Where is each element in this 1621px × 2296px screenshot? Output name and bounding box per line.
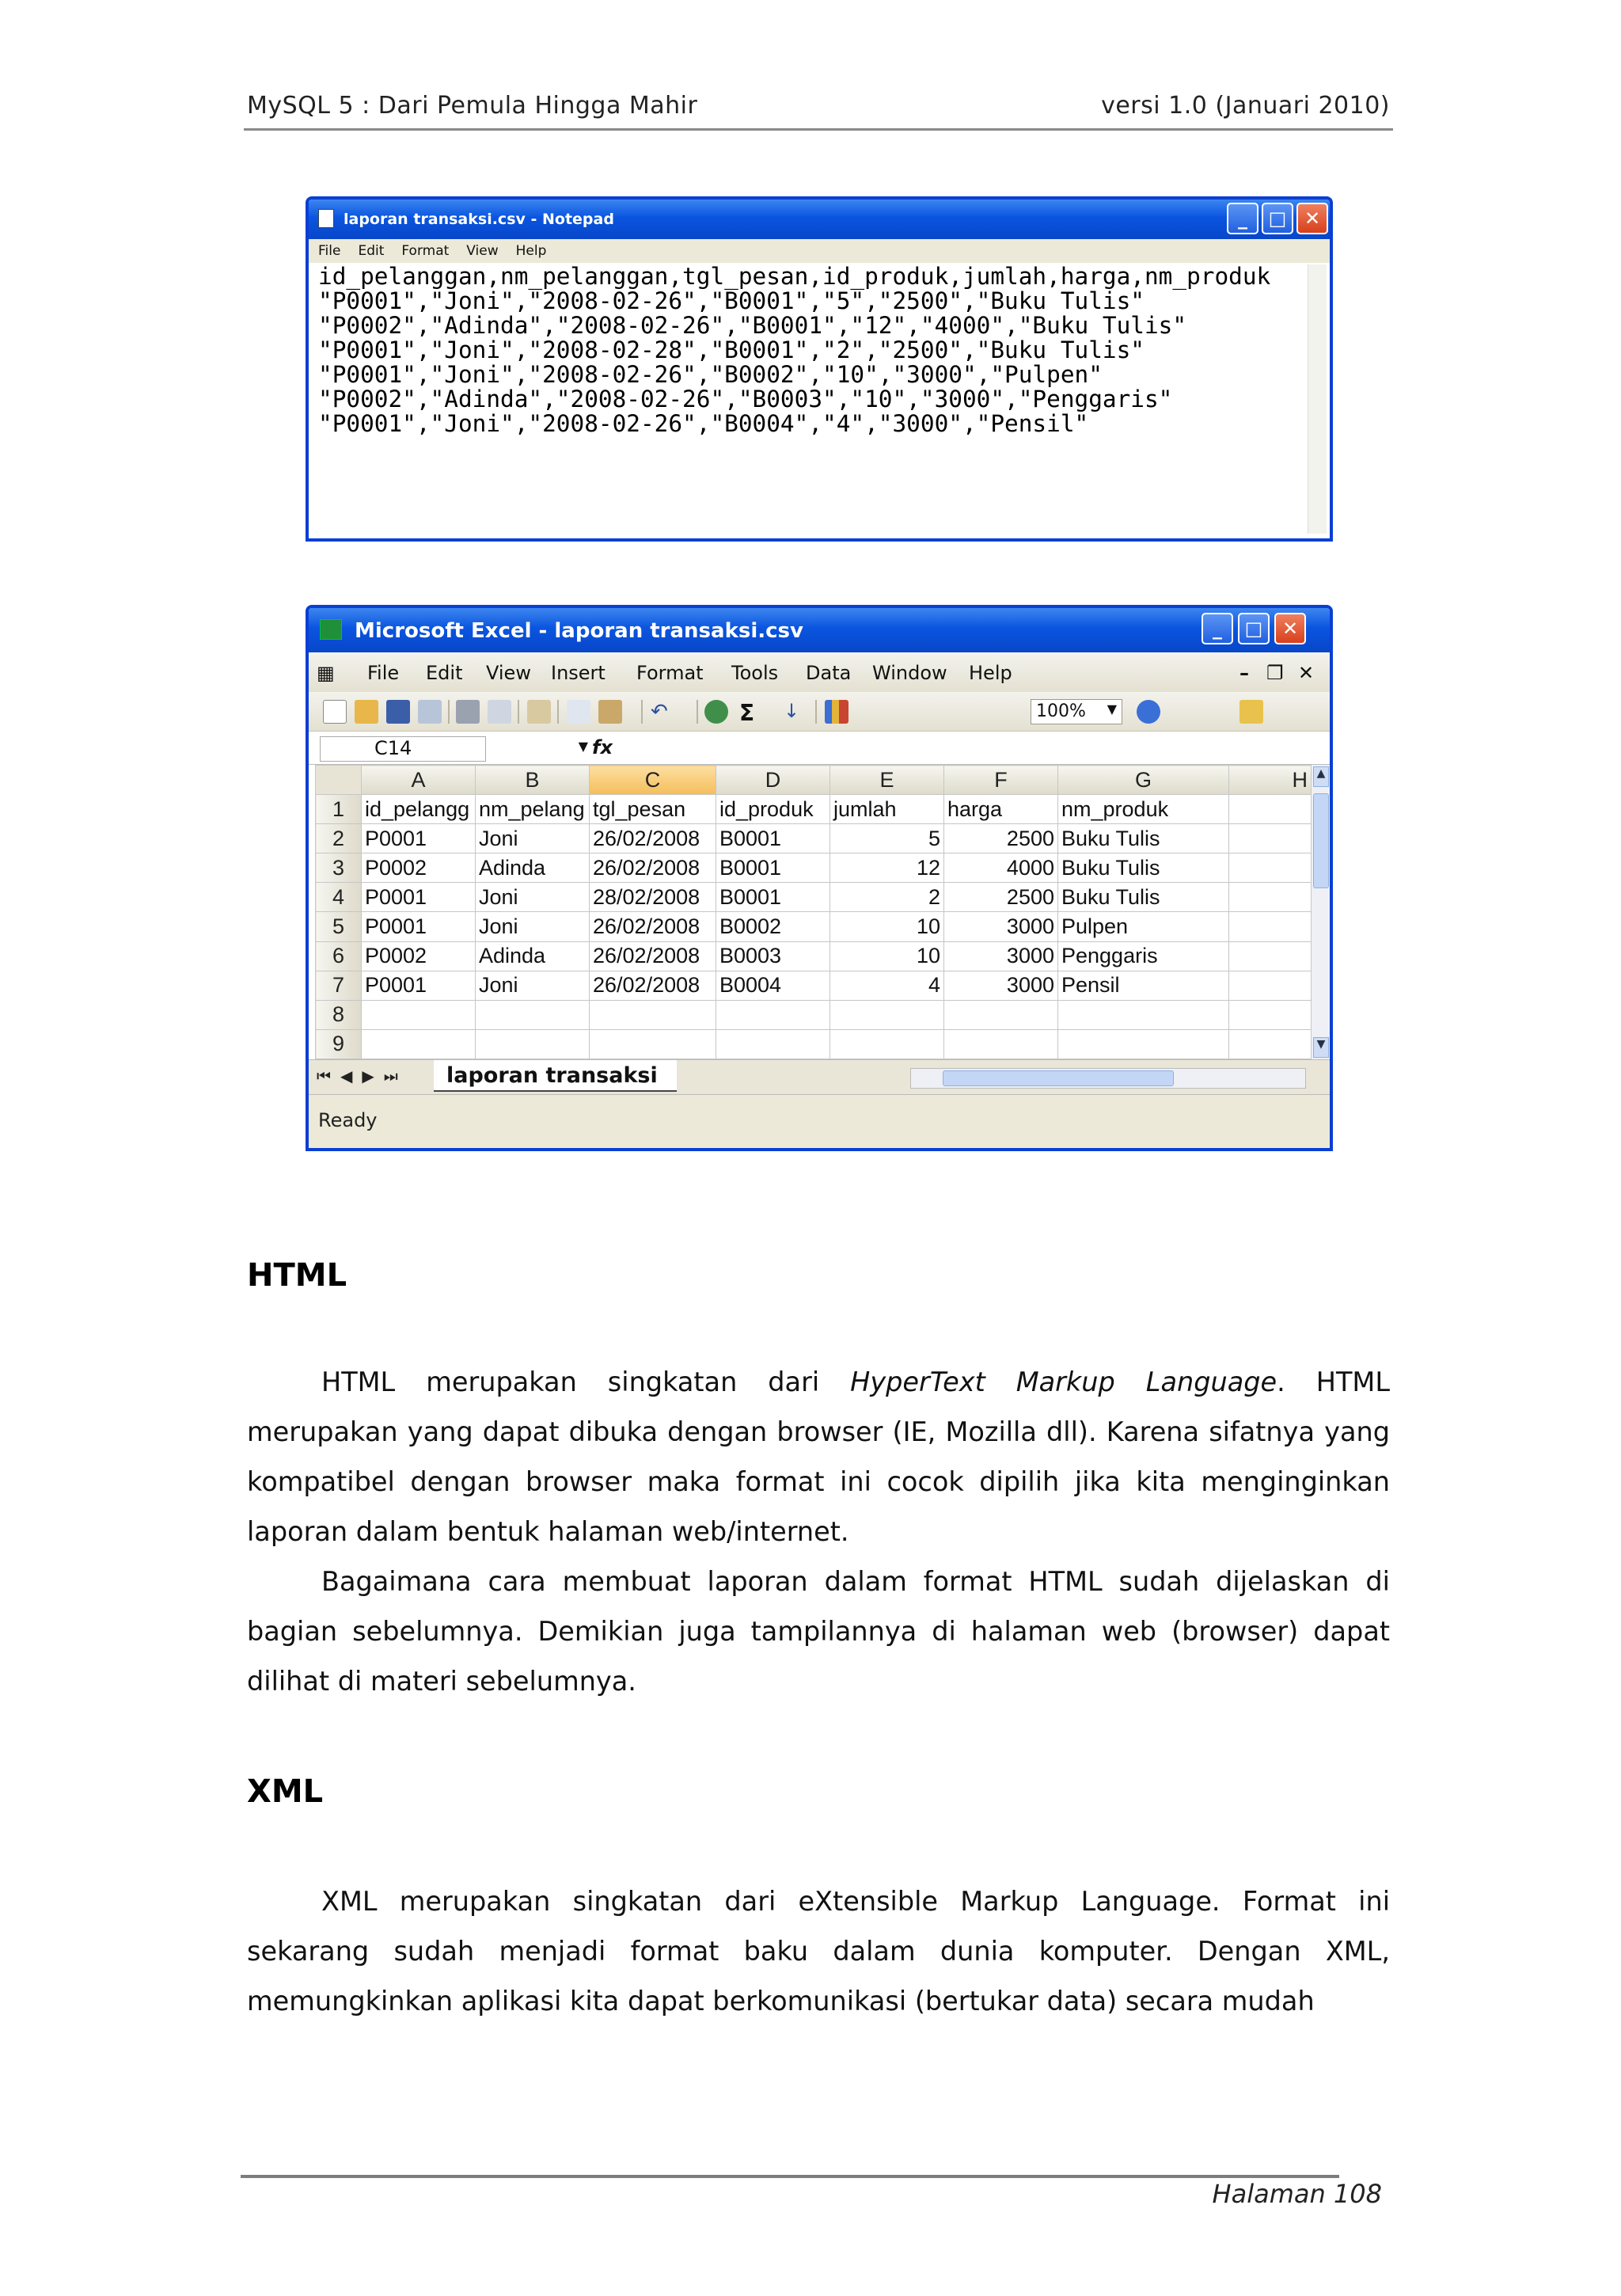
row-header[interactable]: 4 [316,883,362,912]
table-cell[interactable] [1229,971,1312,1000]
toolbar-separator [448,700,450,724]
table-row [316,1000,1312,1029]
menu-window[interactable]: Window [872,662,947,684]
minimize-button[interactable] [1227,203,1258,234]
row-header[interactable]: 7 [316,971,362,1000]
excel-horizontal-scrollbar[interactable] [910,1068,1306,1089]
excel-app-icon [320,619,342,640]
table-cell[interactable]: 3000 [944,912,1058,941]
zoom-value: 100% [1036,701,1086,721]
status-bar [309,1094,1330,1151]
table-cell[interactable]: 26/02/2008 [590,971,716,1000]
chevron-down-icon: ▼ [1107,701,1117,717]
menu-format[interactable]: Format [636,662,704,684]
column-header[interactable]: E [830,766,944,795]
menu-view[interactable]: View [486,662,531,684]
csv-line: "P0002","Adinda","2008-02-26","B0001","12","4000","Buku Tulis" [318,312,1187,339]
toolbar-separator [518,700,519,724]
menu-format[interactable]: Format [401,243,450,259]
table-cell[interactable]: 12 [830,853,944,883]
minimize-button[interactable] [1202,613,1233,644]
new-file-icon[interactable] [323,700,347,724]
table-cell[interactable]: P0002 [362,941,476,971]
table-cell[interactable]: B0001 [716,883,830,912]
row-header[interactable]: 5 [316,912,362,941]
paragraph: XML merupakan singkatan dari eXtensible Markup Language. Format ini sekarang sudah menjadi format baku dalam dunia komputer. Dengan XML, memungkinkan aplikasi kita dapat berkomunikasi (bertukar data) secara mudah [247,1886,1390,2017]
standard-toolbar [309,692,1330,732]
table-row [316,941,1312,971]
menu-edit[interactable]: Edit [426,662,463,684]
notepad-titlebar[interactable] [309,200,1330,239]
chevron-down-icon: ▼ [578,739,588,754]
table-cell[interactable] [362,1000,476,1029]
table-row [316,824,1312,853]
notepad-menubar [309,239,1330,263]
page-number: Halaman 108 [1212,2179,1382,2209]
print-preview-icon[interactable] [488,700,511,724]
table-cell[interactable] [476,1029,590,1059]
table-cell[interactable] [590,1000,716,1029]
table-cell[interactable]: Pulpen [1058,912,1229,941]
table-cell[interactable]: 10 [830,912,944,941]
table-cell[interactable]: B0001 [716,824,830,853]
table-cell[interactable] [830,1000,944,1029]
notepad-title: laporan transaksi.csv - Notepad [344,211,614,228]
permission-icon[interactable] [418,700,442,724]
row-header[interactable]: 1 [316,795,362,824]
table-cell[interactable]: Buku Tulis [1058,824,1229,853]
csv-line: "P0001","Joni","2008-02-26","B0002","10","3000","Pulpen" [318,361,1103,388]
column-header[interactable]: A [362,766,476,795]
table-cell[interactable]: B0001 [716,853,830,883]
table-cell[interactable]: B0004 [716,971,830,1000]
table-row [316,912,1312,941]
table-cell[interactable]: 2500 [944,883,1058,912]
sheet-tab-bar [309,1059,1330,1094]
scroll-down-icon[interactable]: ▼ [1313,1037,1329,1058]
table-cell[interactable]: Pensil [1058,971,1229,1000]
table-cell[interactable] [1229,941,1312,971]
csv-line: "P0002","Adinda","2008-02-26","B0003","10","3000","Penggaris" [318,386,1173,412]
table-cell[interactable]: id_pelangg [362,795,476,824]
table-row [316,1029,1312,1059]
menu-help[interactable]: Help [969,662,1012,684]
table-cell[interactable]: nm_pelang [476,795,590,824]
doc-restore-icon[interactable]: ❐ [1266,662,1284,684]
footer-rule [241,2175,1339,2178]
table-cell[interactable] [362,1029,476,1059]
table-cell[interactable]: Penggaris [1058,941,1229,971]
table-cell[interactable]: 26/02/2008 [590,853,716,883]
table-cell[interactable]: 28/02/2008 [590,883,716,912]
menu-file[interactable]: File [367,662,400,684]
row-header[interactable]: 2 [316,824,362,853]
table-cell[interactable]: P0001 [362,883,476,912]
table-cell[interactable]: 2 [830,883,944,912]
maximize-button[interactable] [1262,203,1293,234]
function-icon[interactable]: fx [592,736,613,758]
table-cell[interactable]: 26/02/2008 [590,912,716,941]
menu-edit[interactable]: Edit [358,243,385,259]
section-heading-xml: XML [247,1773,324,1810]
row-header[interactable]: 3 [316,853,362,883]
table-row [316,883,1312,912]
close-button[interactable] [1274,613,1306,644]
book-version: versi 1.0 (Januari 2010) [1101,92,1390,120]
table-cell[interactable]: harga [944,795,1058,824]
notepad-vertical-scrollbar[interactable] [1308,264,1327,534]
toolbar-separator [815,700,817,724]
hyperlink-icon[interactable] [704,700,728,724]
table-cell[interactable] [716,1000,830,1029]
name-box-value: C14 [374,737,412,759]
table-cell[interactable]: Joni [476,883,590,912]
spreadsheet-grid [315,765,1312,1059]
table-cell[interactable]: P0001 [362,971,476,1000]
table-cell[interactable]: 4000 [944,853,1058,883]
table-cell[interactable]: 2500 [944,824,1058,853]
minimize-icon: _ [1213,618,1222,640]
open-folder-icon[interactable] [355,700,378,724]
close-icon: ✕ [1281,618,1299,640]
table-cell[interactable] [1058,1029,1229,1059]
header-rule [244,128,1393,131]
table-cell[interactable]: Buku Tulis [1058,853,1229,883]
excel-vertical-scrollbar[interactable] [1311,765,1330,1059]
paste-icon[interactable] [598,700,622,724]
table-cell[interactable]: Adinda [476,853,590,883]
research-icon[interactable] [527,700,551,724]
name-box[interactable] [320,736,588,762]
close-button[interactable] [1296,203,1328,234]
excel-titlebar[interactable] [309,608,1330,652]
maximize-icon: □ [1244,618,1263,640]
workbook-icon[interactable]: ▦ [317,662,335,684]
formula-bar [309,733,1330,765]
table-cell[interactable] [716,1029,830,1059]
table-cell[interactable] [1229,853,1312,883]
scroll-thumb[interactable] [1313,793,1329,888]
toolbar-separator [557,700,559,724]
table-cell[interactable]: tgl_pesan [590,795,716,824]
column-header[interactable]: D [716,766,830,795]
menu-data[interactable]: Data [806,662,852,684]
table-cell[interactable] [1229,912,1312,941]
excel-menubar [309,652,1330,692]
table-cell[interactable]: 26/02/2008 [590,824,716,853]
menu-help[interactable]: Help [515,243,547,259]
menu-view[interactable]: View [466,243,499,259]
table-cell[interactable] [590,1029,716,1059]
table-cell[interactable] [830,1029,944,1059]
undo-icon[interactable]: ↶ [651,700,668,724]
table-cell[interactable]: 3000 [944,971,1058,1000]
notepad-app-icon [318,209,334,228]
maximize-button[interactable] [1238,613,1270,644]
print-icon[interactable] [456,700,480,724]
table-cell[interactable]: Joni [476,971,590,1000]
paragraph-emphasis: HyperText Markup Language [850,1367,1277,1397]
csv-line: id_pelanggan,nm_pelanggan,tgl_pesan,id_produk,jumlah,harga,nm_produk [318,263,1271,290]
table-cell[interactable] [1229,883,1312,912]
select-all-corner[interactable] [316,766,362,795]
table-row [316,971,1312,1000]
table-row [316,853,1312,883]
table-cell[interactable] [944,1029,1058,1059]
notepad-text-area[interactable] [315,264,1306,534]
minimize-icon: _ [1238,207,1247,230]
book-title: MySQL 5 : Dari Pemula Hingga Mahir [247,92,698,120]
table-cell[interactable] [944,1000,1058,1029]
section-heading-html: HTML [247,1257,347,1294]
table-cell[interactable]: nm_produk [1058,795,1229,824]
excel-title: Microsoft Excel - laporan transaksi.csv [355,619,803,643]
close-icon: ✕ [1304,207,1321,230]
notepad-window [306,196,1333,542]
menu-file[interactable]: File [318,243,341,259]
toolbar-separator [641,700,643,724]
table-cell[interactable]: 10 [830,941,944,971]
column-header[interactable]: B [476,766,590,795]
status-text: Ready [318,1109,378,1131]
csv-line: "P0001","Joni","2008-02-26","B0004","4","3000","Pensil" [318,410,1089,437]
scroll-thumb[interactable] [943,1070,1174,1086]
paragraph [247,1357,1390,1557]
table-cell[interactable]: P0002 [362,853,476,883]
copy-icon[interactable] [567,700,590,724]
table-cell[interactable]: 4 [830,971,944,1000]
table-cell[interactable]: jumlah [830,795,944,824]
paragraph-text: . HTML merupakan yang dapat dibuka dengan browser (IE, Mozilla dll). Karena sifatnya yang kompatibel dengan browser maka format ini cocok dipilih jika kita menginginkan laporan dalam bentuk halaman web/internet. [247,1367,1390,1547]
sheet-tab[interactable]: laporan transaksi [434,1060,677,1092]
table-cell[interactable] [1229,824,1312,853]
help-icon[interactable] [1137,700,1160,724]
table-cell[interactable]: id_produk [716,795,830,824]
table-cell[interactable]: P0001 [362,824,476,853]
table-cell[interactable] [1229,1000,1312,1029]
csv-line: "P0001","Joni","2008-02-28","B0001","2","2500","Buku Tulis" [318,336,1145,363]
menu-insert[interactable]: Insert [551,662,606,684]
fill-color-icon[interactable] [1239,700,1263,724]
paragraph: Bagaimana cara membuat laporan dalam format HTML sudah dijelaskan di bagian sebelumnya. Demikian juga tampilannya di halaman web (browser) dapat dilihat di materi sebelumnya. [247,1566,1390,1697]
row-header[interactable]: 9 [316,1029,362,1059]
table-cell[interactable]: 3000 [944,941,1058,971]
table-cell[interactable]: Joni [476,824,590,853]
table-cell[interactable]: 5 [830,824,944,853]
table-cell[interactable] [476,1000,590,1029]
table-row [316,795,1312,824]
save-icon[interactable] [386,700,410,724]
csv-line: "P0001","Joni","2008-02-26","B0001","5","2500","Buku Tulis" [318,287,1145,314]
table-cell[interactable] [1229,1029,1312,1059]
doc-close-icon[interactable]: ✕ [1298,662,1315,684]
table-cell[interactable]: B0002 [716,912,830,941]
table-cell[interactable] [1229,795,1312,824]
paragraph-text: HTML merupakan singkatan dari [321,1367,851,1397]
table-cell[interactable]: B0003 [716,941,830,971]
table-cell[interactable]: Buku Tulis [1058,883,1229,912]
column-header-selected[interactable]: C [590,766,716,795]
toolbar-separator [697,700,698,724]
zoom-select[interactable] [1031,699,1122,724]
table-cell[interactable]: P0001 [362,912,476,941]
table-cell[interactable]: Joni [476,912,590,941]
column-header[interactable]: G [1058,766,1229,795]
table-cell[interactable] [1058,1000,1229,1029]
maximize-icon: □ [1268,207,1287,230]
sort-ascending-icon[interactable]: ↓ [784,700,800,722]
row-header[interactable]: 6 [316,941,362,971]
table-cell[interactable]: 26/02/2008 [590,941,716,971]
autosum-icon[interactable]: Σ [739,700,755,726]
menu-tools[interactable]: Tools [731,662,779,684]
column-header[interactable]: H [1229,766,1312,795]
excel-window [306,605,1333,1151]
chart-wizard-icon[interactable] [825,700,848,724]
scroll-up-icon[interactable]: ▲ [1313,766,1329,787]
doc-minimize-icon[interactable]: – [1239,662,1249,684]
table-cell[interactable]: Adinda [476,941,590,971]
sheet-navigation-icons[interactable]: ⏮◀▶⏭ [317,1066,408,1085]
row-header[interactable]: 8 [316,1000,362,1029]
column-header[interactable]: F [944,766,1058,795]
